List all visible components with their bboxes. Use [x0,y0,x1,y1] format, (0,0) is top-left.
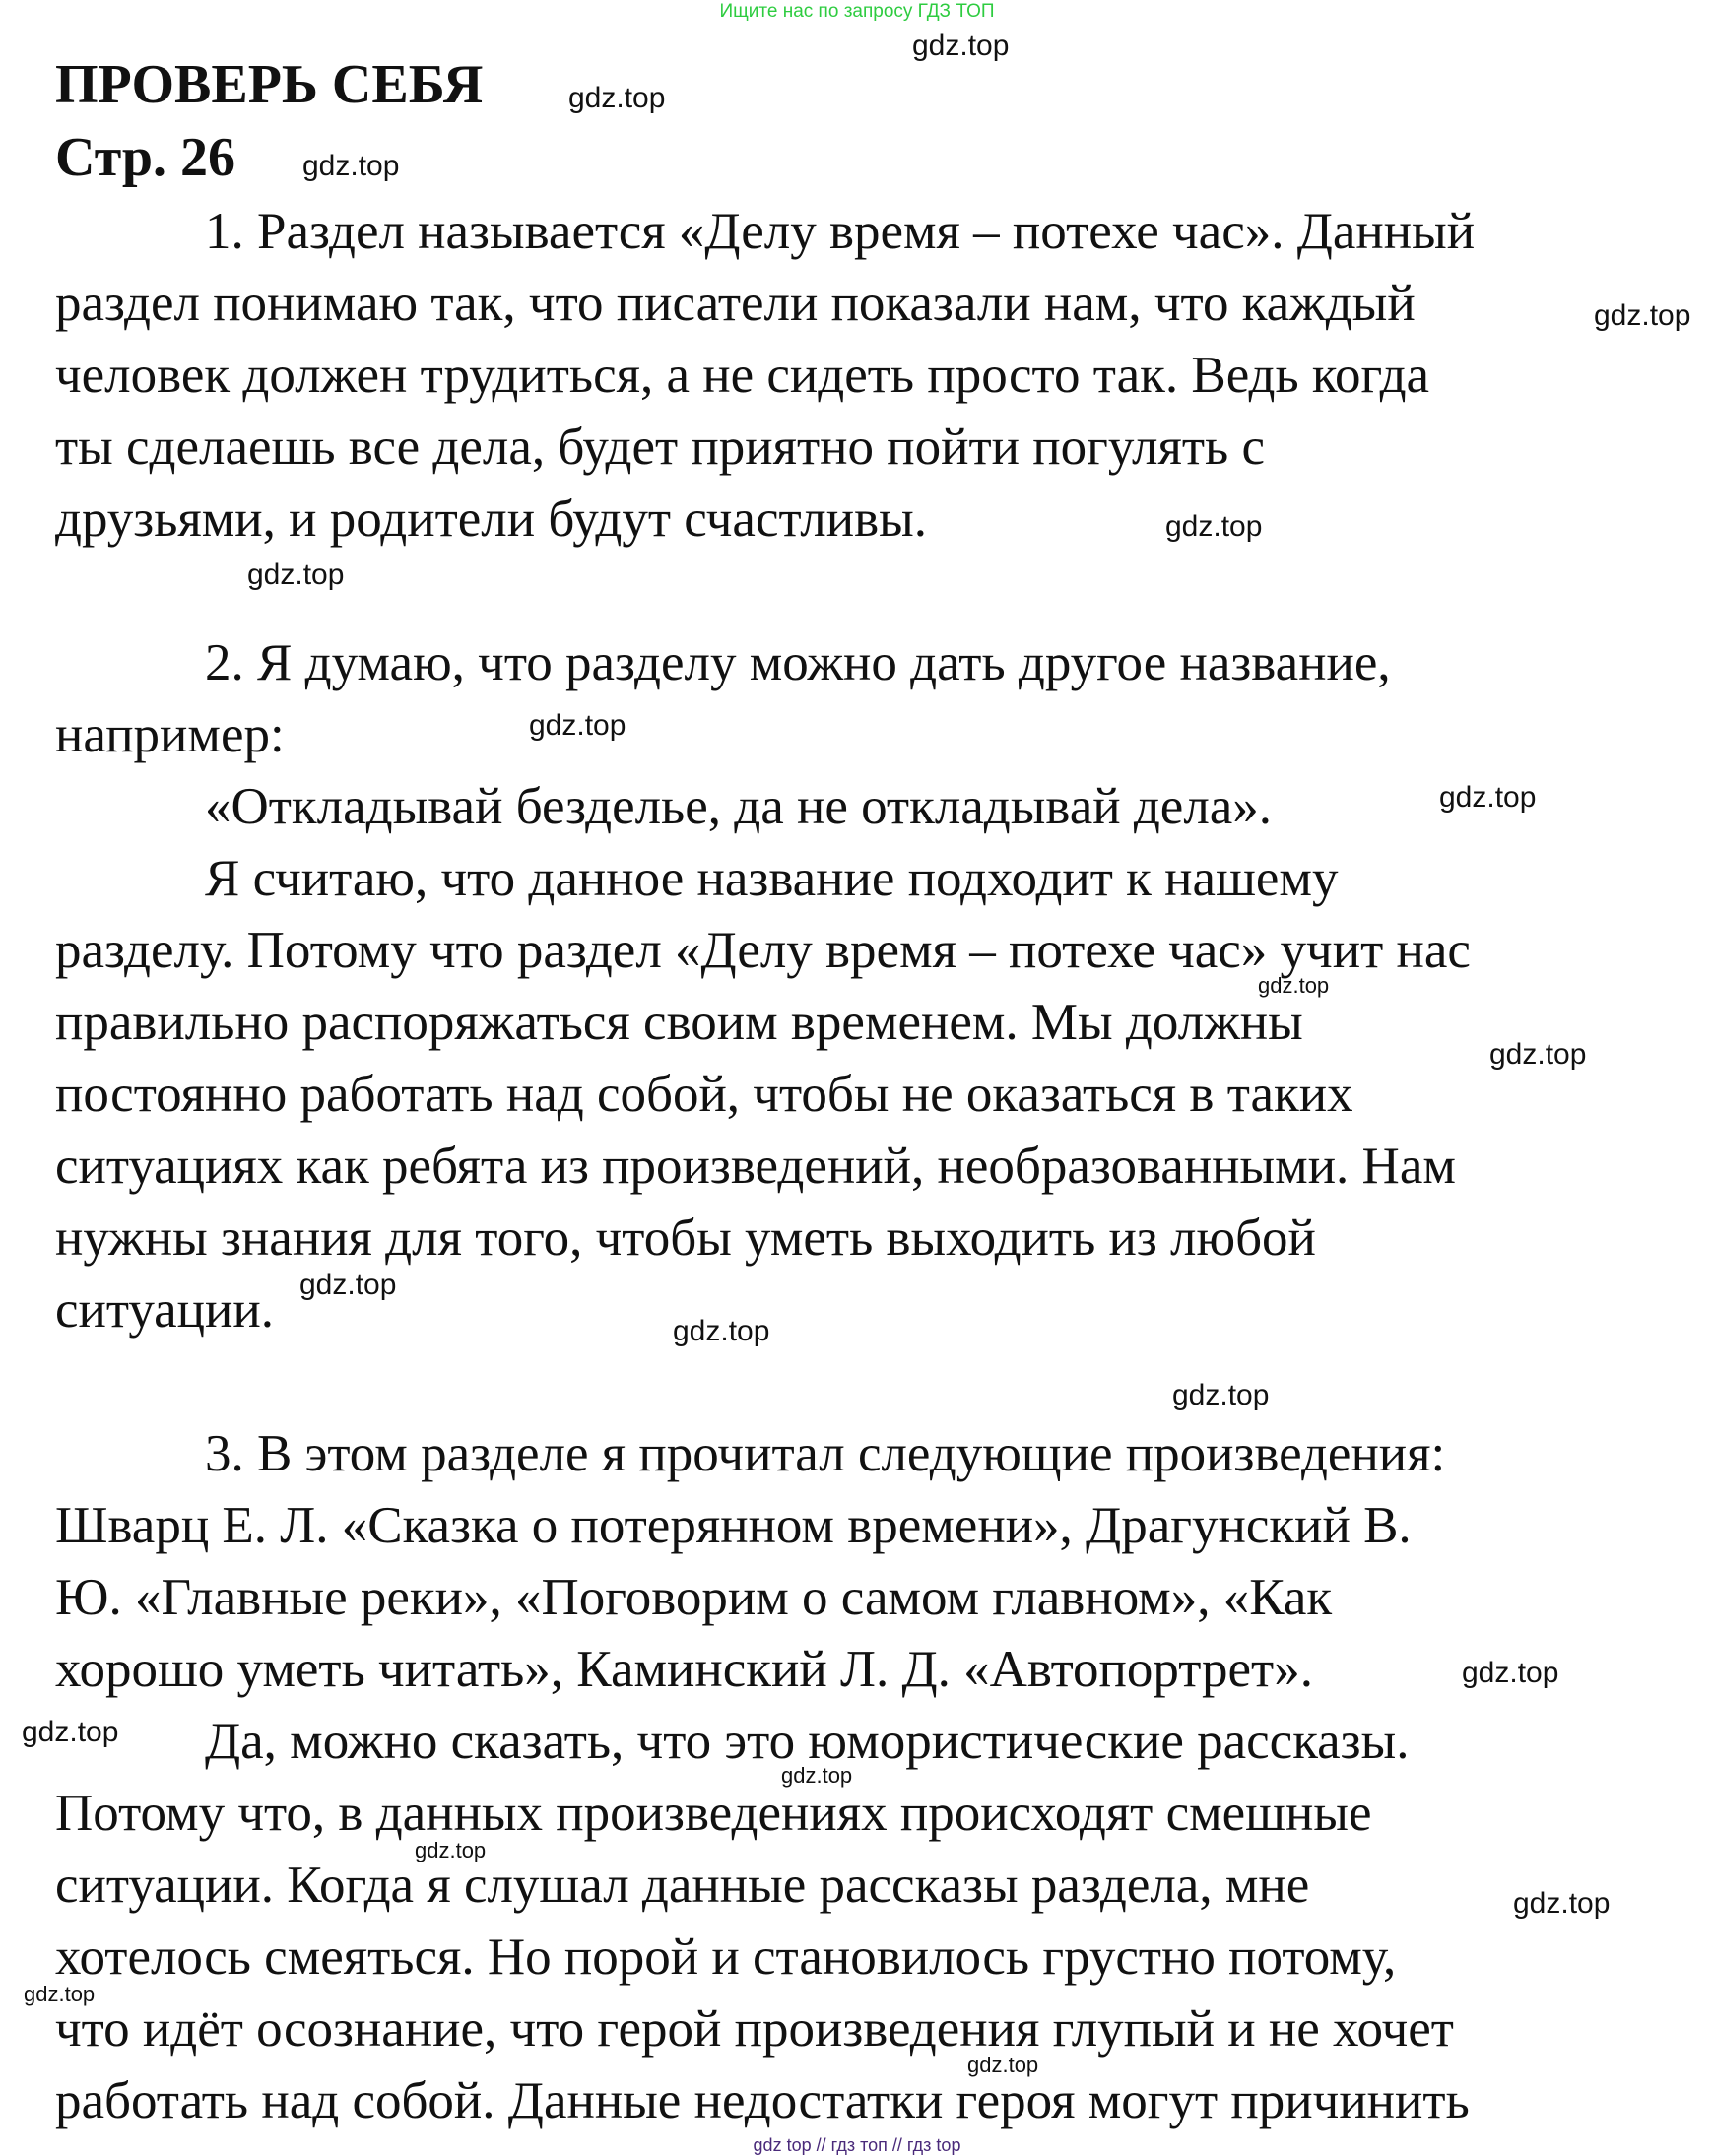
text-line: Я считаю, что данное название подходит к нашему [205,850,1339,907]
watermark: gdz.top [299,1269,397,1301]
watermark: gdz.top [1462,1657,1559,1689]
text-line: например: [55,706,285,763]
footer-watermark: gdz top // гдз топ // гдз top [753,2135,961,2155]
watermark: gdz.top [415,1838,487,1862]
watermark: gdz.top [247,558,345,591]
text-line: ситуациях как ребята из произведений, необразованными. Нам [55,1138,1456,1195]
text-line: Ю. «Главные реки», «Поговорим о самом главном», «Как [55,1569,1333,1626]
watermark: gdz.top [1258,973,1330,998]
watermark: gdz.top [1594,299,1691,332]
text-line: ситуации. Когда я слушал данные рассказы раздела, мне [55,1857,1310,1914]
page-title: ПРОВЕРЬ СЕБЯ [55,54,484,115]
text-line: 3. В этом разделе я прочитал следующие произведения: [205,1425,1446,1482]
text-line: друзьями, и родители будут счастливы. [55,490,928,548]
text-line: ситуации. [55,1281,275,1339]
text-line: 1. Раздел называется «Делу время – потехе час». Данный [205,203,1476,260]
text-line: 2. Я думаю, что разделу можно дать другое название, [205,634,1391,691]
text-line: правильно распоряжаться своим временем. Мы должны [55,994,1303,1051]
watermark: gdz.top [22,1716,119,1748]
text-line: Шварц Е. Л. «Сказка о потерянном времени», Драгунский В. [55,1497,1412,1554]
text-line: Потому что, в данных произведениях происходят смешные [55,1785,1372,1842]
text-line: постоянно работать над собой, чтобы не оказаться в таких [55,1066,1353,1123]
page-number: Стр. 26 [55,127,236,188]
text-line: ты сделаешь все дела, будет приятно пойти погулять с [55,419,1265,476]
watermark: gdz.top [529,709,626,742]
search-banner: Ищите нас по запросу ГДЗ ТОП [719,1,995,22]
text-line: разделу. Потому что раздел «Делу время – потехе час» учит нас [55,922,1471,979]
text-line: что идёт осознание, что герой произведения глупый и не хочет [55,2000,1454,2058]
watermark: gdz.top [1513,1887,1611,1920]
watermark: gdz.top [1172,1379,1270,1411]
text-line: хорошо уметь читать», Каминский Л. Д. «Автопортрет». [55,1641,1313,1698]
text-line: нужны знания для того, чтобы уметь выходить из любой [55,1209,1316,1267]
watermark: gdz.top [673,1315,770,1347]
watermark: gdz.top [302,150,400,182]
text-line: раздел понимаю так, что писатели показали нам, что каждый [55,275,1416,332]
text-line: «Откладывай безделье, да не откладывай дела». [205,778,1273,835]
watermark: gdz.top [1439,781,1537,814]
text-line: Да, можно сказать, что это юмористические рассказы. [205,1713,1410,1770]
watermark: gdz.top [568,82,666,114]
watermark: gdz.top [1165,510,1263,543]
watermark: gdz.top [24,1982,96,2006]
watermark: gdz.top [912,30,1010,62]
text-line: работать над собой. Данные недостатки героя могут причинить [55,2072,1470,2129]
watermark: gdz.top [781,1763,853,1788]
text-line: человек должен трудиться, а не сидеть просто так. Ведь когда [55,347,1430,404]
text-line: хотелось смеяться. Но порой и становилось грустно потому, [55,1928,1397,1986]
watermark: gdz.top [967,2053,1039,2077]
watermark: gdz.top [1489,1038,1587,1071]
